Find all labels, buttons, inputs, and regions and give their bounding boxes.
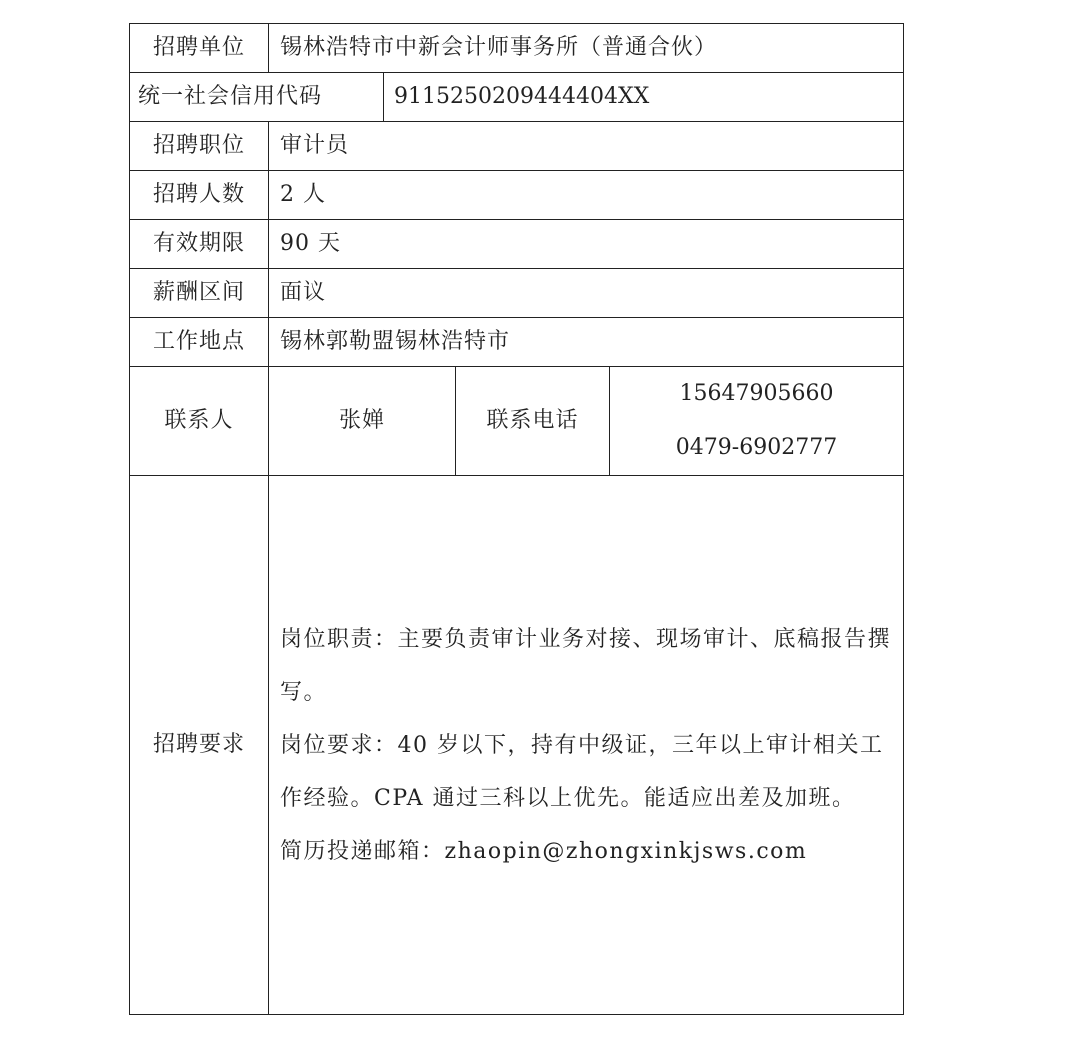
value-requirements (269, 476, 904, 1015)
phone-mobile: 15647905660 (679, 381, 834, 406)
row-credit-code (130, 73, 904, 122)
row-requirements (130, 476, 904, 1015)
label-contact-phone: 联系电话 (456, 367, 610, 476)
phone-landline: 0479-6902777 (675, 435, 838, 460)
recruitment-document (129, 23, 903, 1015)
label-contact-person: 联系人 (130, 367, 269, 476)
value-salary: 面议 (269, 269, 904, 318)
value-position: 审计员 (269, 122, 904, 171)
value-employer: 锡林浩特市中新会计师事务所（普通合伙） (269, 24, 904, 73)
label-validity: 有效期限 (130, 220, 269, 269)
label-salary: 薪酬区间 (130, 269, 269, 318)
label-employer: 招聘单位 (130, 24, 269, 73)
row-validity (130, 220, 904, 269)
row-location (130, 318, 904, 367)
duties-paragraph: 岗位职责：主要负责审计业务对接、现场审计、底稿报告撰写。 (280, 626, 892, 705)
label-requirements: 招聘要求 (130, 476, 269, 1015)
row-salary (130, 269, 904, 318)
value-contact-person: 张婵 (269, 367, 456, 476)
label-position: 招聘职位 (130, 122, 269, 171)
label-credit-code: 统一社会信用代码 (130, 73, 384, 122)
row-position (130, 122, 904, 171)
label-headcount: 招聘人数 (130, 171, 269, 220)
requirements-content (269, 613, 903, 878)
value-location: 锡林郭勒盟锡林浩特市 (269, 318, 904, 367)
value-contact-phones (610, 367, 904, 476)
row-headcount (130, 171, 904, 220)
value-headcount: 2 人 (269, 171, 904, 220)
label-location: 工作地点 (130, 318, 269, 367)
row-employer (130, 24, 904, 73)
value-validity: 90 天 (269, 220, 904, 269)
value-credit-code: 9115250209444404XX (384, 73, 904, 122)
qualifications-paragraph: 岗位要求：40 岁以下，持有中级证，三年以上审计相关工作经验。CPA 通过三科以上优先。能适应出差及加班。 (280, 732, 884, 811)
recruitment-table (129, 23, 904, 1015)
resume-email-paragraph: 简历投递邮箱：zhaopin@zhongxinkjsws.com (280, 838, 808, 864)
row-contact (130, 367, 904, 476)
